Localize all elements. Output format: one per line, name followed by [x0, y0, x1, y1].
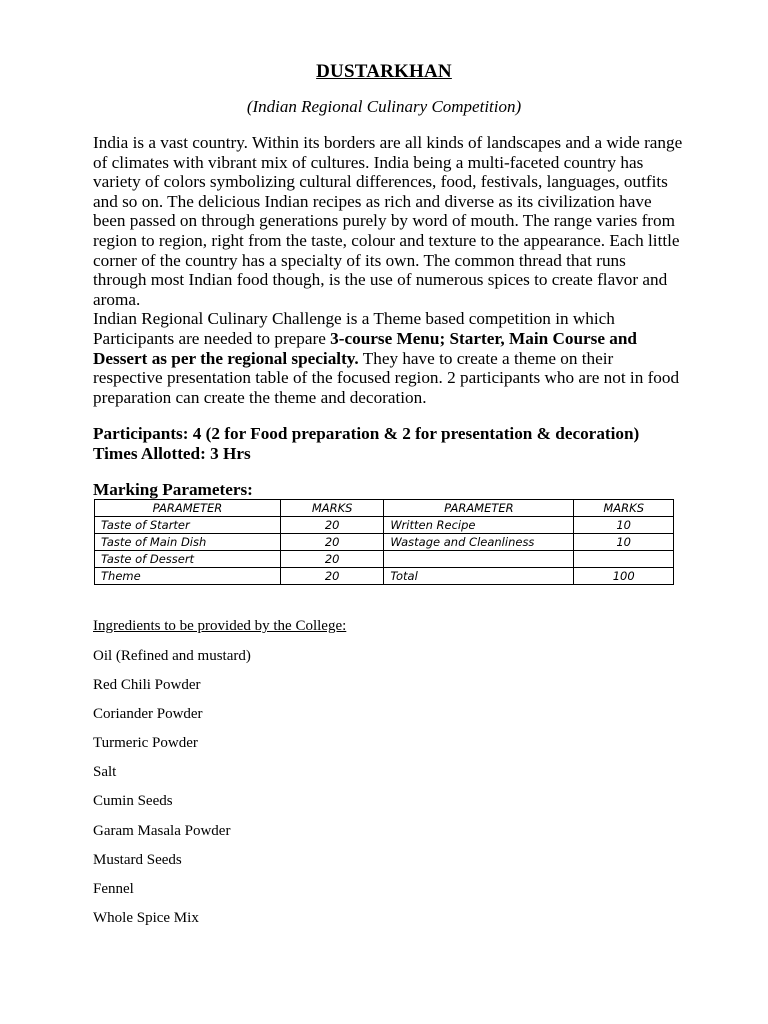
marks-cell: 10	[574, 534, 674, 551]
ingredients-heading: Ingredients to be provided by the College:	[93, 618, 347, 634]
parameter-cell: Taste of Main Dish	[95, 534, 281, 551]
list-item: Garam Masala Powder	[93, 822, 231, 839]
marks-cell	[574, 551, 674, 568]
marks-cell: 20	[280, 551, 383, 568]
parameter-cell: Wastage and Cleanliness	[384, 534, 574, 551]
marking-heading: Marking Parameters:	[93, 480, 253, 499]
list-item: Salt	[93, 764, 117, 781]
intro-paragraph: India is a vast country. Within its borders are all kinds of landscapes and a wide range of climates with vibrant mix of cultures. India being a multi-faceted country has variety of colors symbolizing cultural differences, food, festivals, languages, outfits and so on. The delicious Indian recipes as rich and diverse as its civilization have been passed on through generations purely by word of mouth. The range varies from region to region, right from the taste, colour and texture to the appearance. Each little corner of the country has a specialty of its own. The common thread that runs through most Indian food though, is the use of numerous spices to create flavor and aroma.	[93, 133, 683, 309]
header-marks-2: MARKS	[574, 500, 674, 517]
table-row	[95, 517, 674, 534]
parameter-cell: Taste of Starter	[95, 517, 281, 534]
total-marks-cell: 100	[574, 568, 674, 585]
list-item: Red Chili Powder	[93, 677, 201, 694]
challenge-paragraph	[93, 309, 683, 407]
challenge-rest-text: They have to create a theme on their respective presentation table of the focused region. 2 participants who are not in food preparation can create the theme and decoration.	[93, 348, 680, 407]
table-row	[95, 568, 674, 585]
marks-cell: 20	[280, 534, 383, 551]
document-title: DUSTARKHAN	[316, 61, 452, 82]
table-row	[95, 534, 674, 551]
table-row	[95, 551, 674, 568]
participants-line: Participants: 4 (2 for Food preparation & 2 for presentation & decoration)	[93, 424, 640, 443]
parameter-cell: Taste of Dessert	[95, 551, 281, 568]
list-item: Whole Spice Mix	[93, 909, 199, 926]
time-allotted-line: Times Allotted: 3 Hrs	[93, 443, 251, 463]
challenge-bold-text: 3-course Menu; Starter, Main Course and Dessert as per the regional specialty.	[93, 328, 637, 368]
competition-info	[93, 424, 693, 463]
header-parameter-2: PARAMETER	[384, 500, 574, 517]
list-item: Mustard Seeds	[93, 851, 182, 868]
parameter-cell: Theme	[95, 568, 281, 585]
challenge-intro-text: Indian Regional Culinary Challenge is a Theme based competition in which Participants are needed to prepare	[93, 309, 615, 348]
header-marks-1: MARKS	[280, 500, 383, 517]
marking-table	[94, 499, 674, 585]
marks-cell: 20	[280, 568, 383, 585]
total-label-cell: Total	[384, 568, 574, 585]
marks-cell: 20	[280, 517, 383, 534]
marks-cell: 10	[574, 517, 674, 534]
header-parameter-1: PARAMETER	[95, 500, 281, 517]
list-item: Fennel	[93, 880, 134, 897]
list-item: Coriander Powder	[93, 706, 203, 723]
ingredients-list	[93, 647, 251, 938]
description-section	[93, 133, 683, 407]
list-item: Oil (Refined and mustard)	[93, 648, 251, 664]
list-item: Cumin Seeds	[93, 793, 173, 810]
marking-table-header-row	[95, 500, 674, 517]
parameter-cell: Written Recipe	[384, 517, 574, 534]
document-subtitle: (Indian Regional Culinary Competition)	[246, 97, 522, 116]
parameter-cell	[384, 551, 574, 568]
list-item: Turmeric Powder	[93, 735, 198, 752]
